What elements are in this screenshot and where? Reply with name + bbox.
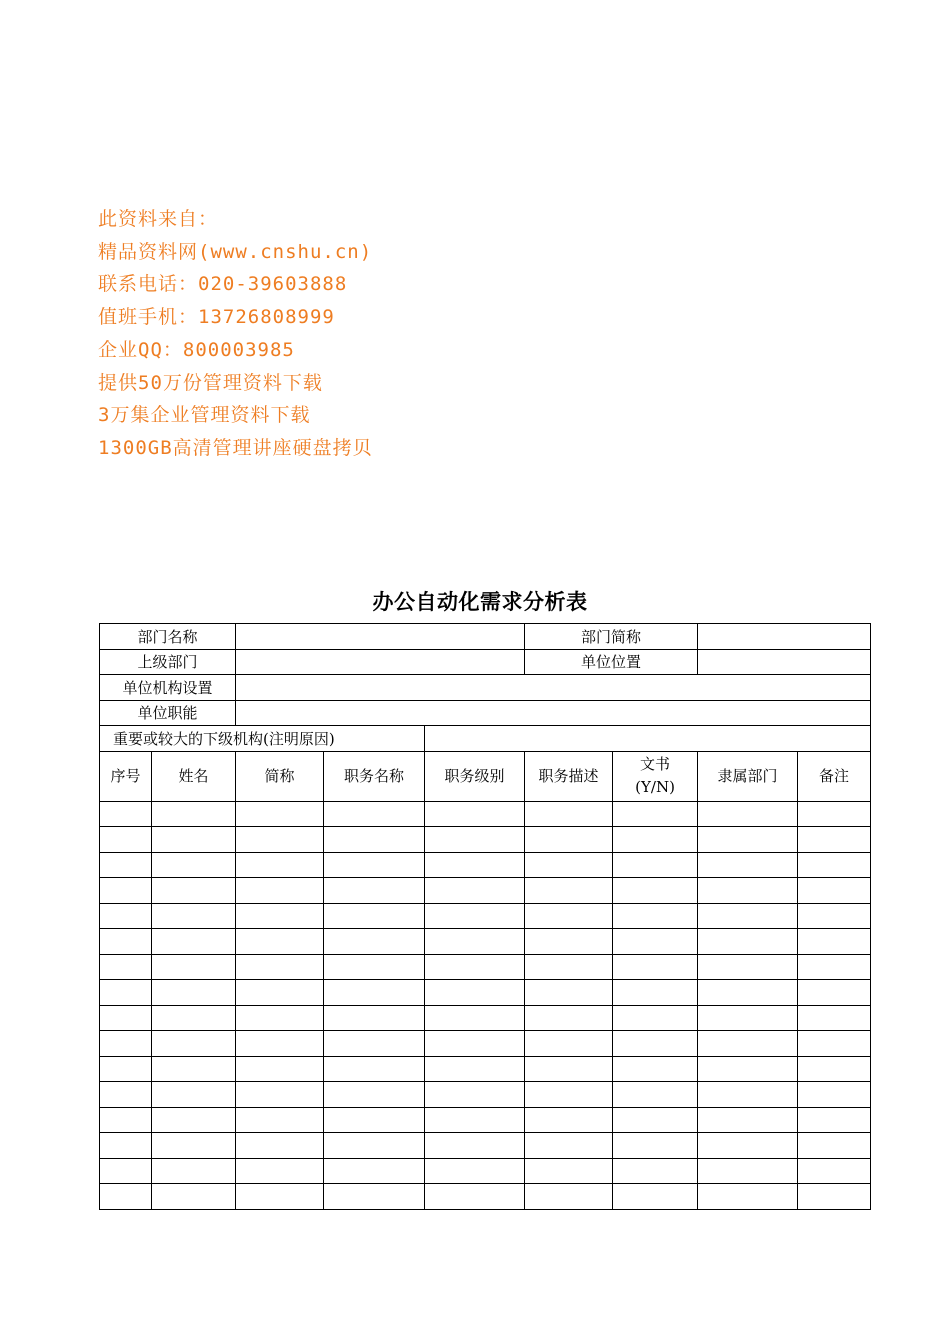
table-cell[interactable] xyxy=(798,1005,871,1031)
promo-block xyxy=(98,203,373,465)
table-cell[interactable] xyxy=(324,929,425,955)
table-cell[interactable] xyxy=(425,1031,525,1057)
table-cell[interactable] xyxy=(236,801,324,827)
table-cell[interactable] xyxy=(152,878,236,904)
table-cell[interactable] xyxy=(152,1107,236,1133)
table-cell[interactable] xyxy=(152,954,236,980)
table-cell[interactable] xyxy=(613,980,698,1006)
table-cell[interactable] xyxy=(100,903,152,929)
table-cell[interactable] xyxy=(324,801,425,827)
table-cell[interactable] xyxy=(425,929,525,955)
table-cell[interactable] xyxy=(100,980,152,1006)
unit-function-row xyxy=(100,700,871,726)
table-cell[interactable] xyxy=(698,1158,798,1184)
dept-name-field[interactable] xyxy=(236,624,525,650)
table-cell[interactable] xyxy=(798,903,871,929)
table-cell[interactable] xyxy=(100,954,152,980)
dept-name-row xyxy=(100,624,871,650)
unit-function-label: 单位职能 xyxy=(100,700,236,726)
table-cell[interactable] xyxy=(236,903,324,929)
table-cell[interactable] xyxy=(798,801,871,827)
unit-location-label: 单位位置 xyxy=(525,649,698,675)
table-row xyxy=(100,954,871,980)
dept-name-label: 部门名称 xyxy=(100,624,236,650)
table-row xyxy=(100,1005,871,1031)
column-header: 职务描述 xyxy=(525,751,613,801)
table-cell[interactable] xyxy=(525,1005,613,1031)
table-cell[interactable] xyxy=(152,1056,236,1082)
table-cell[interactable] xyxy=(152,903,236,929)
table-cell[interactable] xyxy=(100,1005,152,1031)
table-row xyxy=(100,903,871,929)
table-cell[interactable] xyxy=(613,903,698,929)
table-cell[interactable] xyxy=(100,827,152,853)
table-cell[interactable] xyxy=(100,852,152,878)
table-cell[interactable] xyxy=(100,878,152,904)
table-row xyxy=(100,852,871,878)
table-cell[interactable] xyxy=(324,1133,425,1159)
staff-header-row xyxy=(100,751,871,801)
table-cell[interactable] xyxy=(613,878,698,904)
document-title: 办公自动化需求分析表 xyxy=(372,589,588,614)
table-cell[interactable] xyxy=(798,1133,871,1159)
table-cell[interactable] xyxy=(525,852,613,878)
table-cell[interactable] xyxy=(236,954,324,980)
dept-abbr-label: 部门简称 xyxy=(525,624,698,650)
table-cell[interactable] xyxy=(425,852,525,878)
table-cell[interactable] xyxy=(425,980,525,1006)
table-cell[interactable] xyxy=(613,1107,698,1133)
table-cell[interactable] xyxy=(613,1184,698,1210)
unit-location-field[interactable] xyxy=(698,649,871,675)
promo-mobile-line: 值班手机：13726808999 xyxy=(98,306,335,329)
table-cell[interactable] xyxy=(100,1107,152,1133)
table-cell[interactable] xyxy=(525,1056,613,1082)
table-cell[interactable] xyxy=(525,980,613,1006)
table-cell[interactable] xyxy=(798,827,871,853)
promo-website-line: 精品资料网(www.cnshu.cn) xyxy=(98,240,373,263)
table-cell[interactable] xyxy=(324,954,425,980)
table-cell[interactable] xyxy=(236,1082,324,1108)
table-cell[interactable] xyxy=(236,980,324,1006)
table-cell[interactable] xyxy=(236,1005,324,1031)
table-cell[interactable] xyxy=(152,852,236,878)
sub-org-row xyxy=(100,726,871,752)
table-cell[interactable] xyxy=(100,1184,152,1210)
sub-org-label xyxy=(100,726,425,752)
table-row xyxy=(100,1133,871,1159)
column-header: 简称 xyxy=(236,751,324,801)
unit-function-field[interactable] xyxy=(236,700,871,726)
column-header: 隶属部门 xyxy=(698,751,798,801)
table-cell[interactable] xyxy=(525,929,613,955)
table-row xyxy=(100,929,871,955)
table-cell[interactable] xyxy=(324,1158,425,1184)
table-cell[interactable] xyxy=(798,1158,871,1184)
table-cell[interactable] xyxy=(698,954,798,980)
table-cell[interactable] xyxy=(425,1005,525,1031)
promo-offer-line: 提供50万份管理资料下载 xyxy=(98,371,323,394)
table-cell[interactable] xyxy=(525,878,613,904)
table-cell[interactable] xyxy=(698,1005,798,1031)
table-cell[interactable] xyxy=(798,954,871,980)
table-cell[interactable] xyxy=(698,852,798,878)
table-row xyxy=(100,1031,871,1057)
table-cell[interactable] xyxy=(100,1056,152,1082)
sub-org-field[interactable] xyxy=(425,726,871,752)
table-cell[interactable] xyxy=(613,954,698,980)
table-cell[interactable] xyxy=(525,1031,613,1057)
table-cell[interactable] xyxy=(798,878,871,904)
table-cell[interactable] xyxy=(236,1133,324,1159)
table-row xyxy=(100,1184,871,1210)
sub-org-label-text: 重要或较大的下级机构(注明原因) xyxy=(113,729,335,748)
table-cell[interactable] xyxy=(236,1184,324,1210)
table-cell[interactable] xyxy=(324,878,425,904)
table-row xyxy=(100,801,871,827)
table-cell[interactable] xyxy=(425,1184,525,1210)
table-cell[interactable] xyxy=(698,929,798,955)
table-cell[interactable] xyxy=(152,980,236,1006)
table-cell[interactable] xyxy=(798,852,871,878)
table-row xyxy=(100,980,871,1006)
table-cell[interactable] xyxy=(324,1184,425,1210)
table-cell[interactable] xyxy=(698,1056,798,1082)
table-cell[interactable] xyxy=(152,1133,236,1159)
table-cell[interactable] xyxy=(798,1082,871,1108)
table-cell[interactable] xyxy=(425,1158,525,1184)
table-cell[interactable] xyxy=(425,954,525,980)
table-cell[interactable] xyxy=(613,1158,698,1184)
parent-dept-row xyxy=(100,649,871,675)
table-cell[interactable] xyxy=(425,1082,525,1108)
table-cell[interactable] xyxy=(236,1031,324,1057)
table-cell[interactable] xyxy=(613,1031,698,1057)
table-cell[interactable] xyxy=(236,929,324,955)
table-cell[interactable] xyxy=(425,801,525,827)
table-cell[interactable] xyxy=(525,1158,613,1184)
table-cell[interactable] xyxy=(324,980,425,1006)
table-cell[interactable] xyxy=(152,827,236,853)
table-cell[interactable] xyxy=(236,878,324,904)
promo-qq-line: 企业QQ：800003985 xyxy=(98,338,295,361)
table-cell[interactable] xyxy=(236,852,324,878)
table-cell[interactable] xyxy=(698,801,798,827)
org-setup-field[interactable] xyxy=(236,675,871,701)
table-cell[interactable] xyxy=(324,1107,425,1133)
table-cell[interactable] xyxy=(236,1056,324,1082)
table-cell[interactable] xyxy=(236,827,324,853)
table-cell[interactable] xyxy=(613,1082,698,1108)
table-cell[interactable] xyxy=(798,929,871,955)
table-cell[interactable] xyxy=(152,929,236,955)
table-cell[interactable] xyxy=(152,1158,236,1184)
table-cell[interactable] xyxy=(152,1184,236,1210)
table-cell[interactable] xyxy=(613,1005,698,1031)
table-cell[interactable] xyxy=(698,980,798,1006)
promo-source-line: 此资料来自： xyxy=(98,208,219,230)
table-cell[interactable] xyxy=(798,1031,871,1057)
table-cell[interactable] xyxy=(613,801,698,827)
table-cell[interactable] xyxy=(698,1082,798,1108)
table-cell[interactable] xyxy=(613,929,698,955)
table-cell[interactable] xyxy=(324,1031,425,1057)
table-cell[interactable] xyxy=(324,827,425,853)
table-cell[interactable] xyxy=(236,1158,324,1184)
dept-abbr-field[interactable] xyxy=(698,624,871,650)
table-cell[interactable] xyxy=(100,1158,152,1184)
table-row xyxy=(100,1158,871,1184)
table-cell[interactable] xyxy=(698,1107,798,1133)
table-cell[interactable] xyxy=(613,827,698,853)
table-cell[interactable] xyxy=(100,801,152,827)
table-cell[interactable] xyxy=(698,827,798,853)
table-row xyxy=(100,1107,871,1133)
table-cell[interactable] xyxy=(525,1133,613,1159)
table-cell[interactable] xyxy=(324,903,425,929)
column-header: 职务级别 xyxy=(425,751,525,801)
table-cell[interactable] xyxy=(324,852,425,878)
table-cell[interactable] xyxy=(324,1005,425,1031)
table-cell[interactable] xyxy=(525,903,613,929)
table-cell[interactable] xyxy=(698,1184,798,1210)
requirements-form-table xyxy=(99,623,871,1210)
column-header: 职务名称 xyxy=(324,751,425,801)
table-cell[interactable] xyxy=(425,878,525,904)
table-cell[interactable] xyxy=(152,1005,236,1031)
table-cell[interactable] xyxy=(613,852,698,878)
table-row xyxy=(100,827,871,853)
table-cell[interactable] xyxy=(698,903,798,929)
table-cell[interactable] xyxy=(798,1107,871,1133)
table-cell[interactable] xyxy=(613,1133,698,1159)
table-cell[interactable] xyxy=(525,1082,613,1108)
column-header: 序号 xyxy=(100,751,152,801)
table-cell[interactable] xyxy=(425,1107,525,1133)
table-cell[interactable] xyxy=(152,1031,236,1057)
org-setup-row xyxy=(100,675,871,701)
staff-table-body xyxy=(100,801,871,1209)
promo-phone-line: 联系电话：020-39603888 xyxy=(98,273,348,296)
table-cell[interactable] xyxy=(425,827,525,853)
column-header: 姓名 xyxy=(152,751,236,801)
org-setup-label: 单位机构设置 xyxy=(100,675,236,701)
table-cell[interactable] xyxy=(152,801,236,827)
table-cell[interactable] xyxy=(798,980,871,1006)
table-cell[interactable] xyxy=(798,1056,871,1082)
table-row xyxy=(100,1056,871,1082)
table-cell[interactable] xyxy=(236,1107,324,1133)
parent-dept-field[interactable] xyxy=(236,649,525,675)
table-cell[interactable] xyxy=(425,903,525,929)
table-cell[interactable] xyxy=(152,1082,236,1108)
table-cell[interactable] xyxy=(525,801,613,827)
table-row xyxy=(100,878,871,904)
table-cell[interactable] xyxy=(100,1082,152,1108)
table-cell[interactable] xyxy=(698,1133,798,1159)
table-cell[interactable] xyxy=(525,1184,613,1210)
table-row xyxy=(100,1082,871,1108)
table-cell[interactable] xyxy=(324,1082,425,1108)
table-cell[interactable] xyxy=(100,1031,152,1057)
table-cell[interactable] xyxy=(525,1107,613,1133)
table-cell[interactable] xyxy=(698,1031,798,1057)
table-cell[interactable] xyxy=(525,827,613,853)
table-cell[interactable] xyxy=(798,1184,871,1210)
table-cell[interactable] xyxy=(698,878,798,904)
table-cell[interactable] xyxy=(525,954,613,980)
table-cell[interactable] xyxy=(425,1056,525,1082)
column-header: 备注 xyxy=(798,751,871,801)
parent-dept-label: 上级部门 xyxy=(100,649,236,675)
table-cell[interactable] xyxy=(613,1056,698,1082)
column-header: 文书(Y/N) xyxy=(613,751,698,801)
promo-offer-line: 3万集企业管理资料下载 xyxy=(98,404,311,427)
table-cell[interactable] xyxy=(324,1056,425,1082)
table-cell[interactable] xyxy=(100,1133,152,1159)
promo-offer-line: 1300GB高清管理讲座硬盘拷贝 xyxy=(98,436,373,459)
table-cell[interactable] xyxy=(425,1133,525,1159)
table-cell[interactable] xyxy=(100,929,152,955)
